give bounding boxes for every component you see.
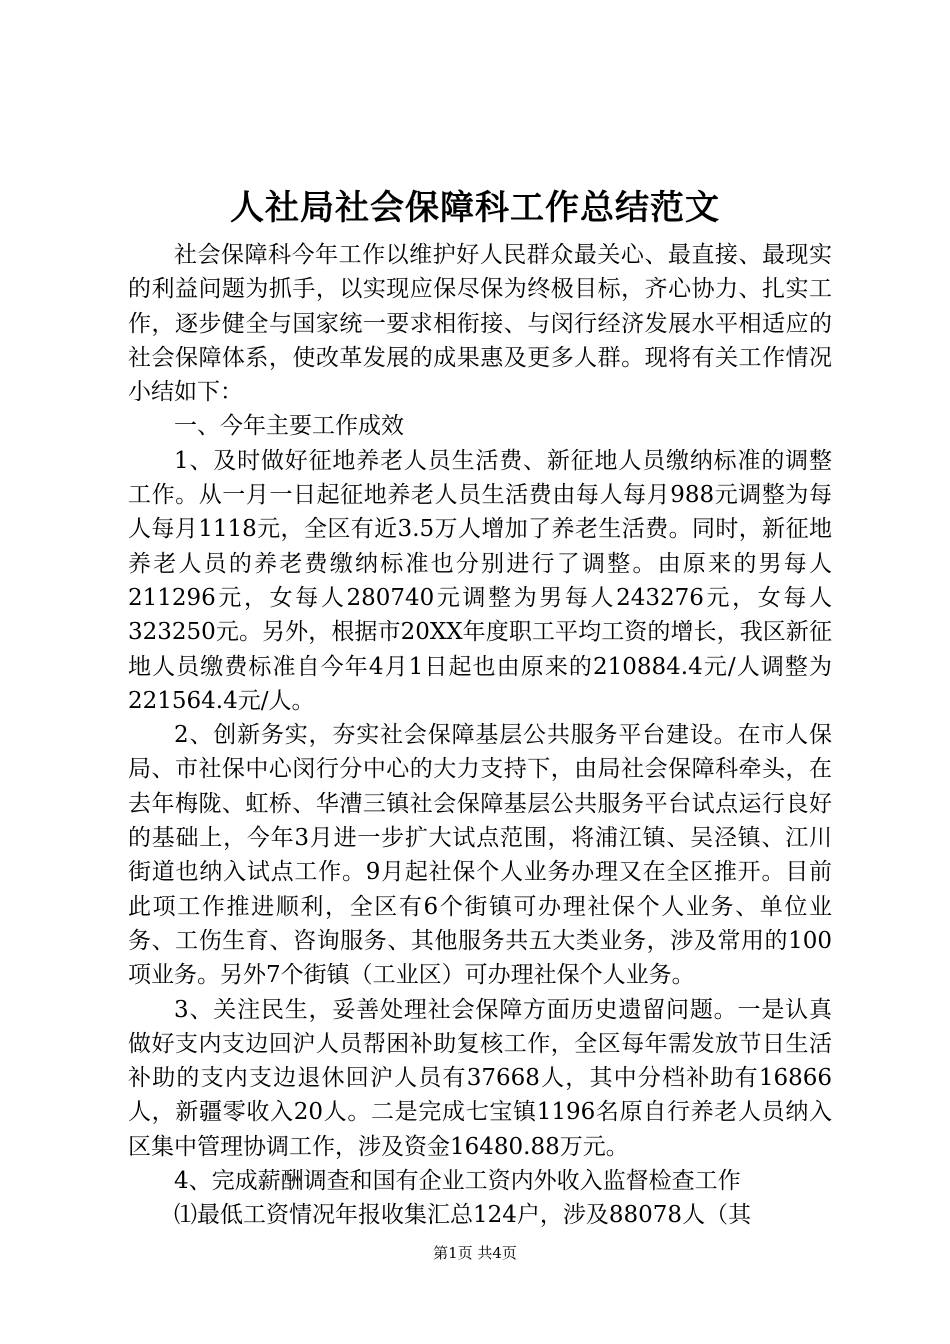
paragraph-item-4: 4、完成薪酬调查和国有企业工资内外收入监督检查工作 bbox=[174, 1168, 741, 1195]
paragraph-item-3: 3、关注民生，妥善处理社会保障方面历史遗留问题。一是认真做好支内支边回沪人员帮困补助复核工作，全区每年需发放节日生活补助的支内支边退休回沪人员有37668人，其中分档补助有16866人，新疆零收入20人。二是完成七宝镇1196名原自行养老人员纳入区集中管理协调工作，涉及资金16480.88万元。 bbox=[128, 996, 832, 1160]
section-heading: 一、今年主要工作成效 bbox=[174, 413, 404, 440]
paragraph-item-1: 1、及时做好征地养老人员生活费、新征地人员缴纳标准的调整工作。从一月一日起征地养老人员生活费由每人每月988元调整为每人每月1118元，全区有近3.5万人增加了养老生活费。同时，新征地养老人员的养老费缴纳标准也分别进行了调整。由原来的男每人211296元，女每人280740元调整为男每人243276元，女每人323250元。另外，根据市20XX年度职工平均工资的增长，我区新征地人员缴费标准自今年4月1日起也由原来的210884.4元/人调整为221564.4元/人。 bbox=[128, 447, 832, 714]
paragraph-intro: 社会保障科今年工作以维护好人民群众最关心、最直接、最现实的利益问题为抓手，以实现应保尽保为终极目标，齐心协力、扎实工作，逐步健全与国家统一要求相衔接、与闵行经济发展水平相适应的社会保障体系，使改革发展的成果惠及更多人群。现将有关工作情况小结如下： bbox=[128, 242, 832, 406]
page-footer: 第1页 共4页 bbox=[433, 1244, 517, 1262]
paragraph-item-2: 2、创新务实，夯实社会保障基层公共服务平台建设。在市人保局、市社保中心闵行分中心的大力支持下，由局社会保障科牵头，在去年梅陇、虹桥、华漕三镇社会保障基层公共服务平台试点运行良好的基础上，今年3月进一步扩大试点范围，将浦江镇、吴泾镇、江川街道也纳入试点工作。9月起社保个人业务办理又在全区推开。目前此项工作推进顺利，全区有6个街镇可办理社保个人业务、单位业务、工伤生育、咨询服务、其他服务共五大类业务，涉及常用的100项业务。另外7个街镇（工业区）可办理社保个人业务。 bbox=[128, 722, 832, 989]
document-title: 人社局社会保障科工作总结范文 bbox=[230, 188, 720, 228]
paragraph-subitem-1: ⑴最低工资情况年报收集汇总124户，涉及88078人（其 bbox=[174, 1202, 752, 1229]
document-body bbox=[128, 238, 832, 1233]
